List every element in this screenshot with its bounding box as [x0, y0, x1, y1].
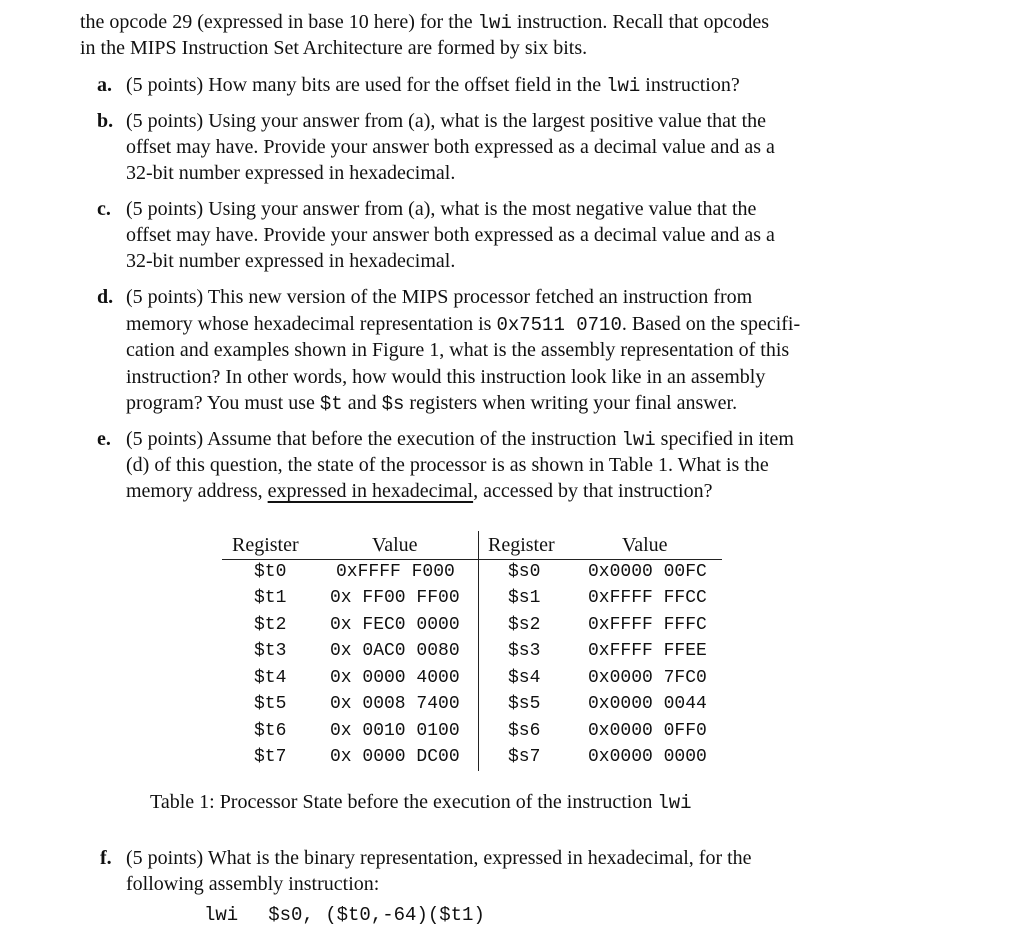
table-header-register-1: Register [232, 534, 299, 556]
table-cell: 0x0000 0FF0 [588, 721, 707, 741]
question-b-label: b. [97, 110, 114, 132]
table-cell: 0x FEC0 0000 [330, 615, 460, 635]
table-cell: $s1 [508, 588, 541, 608]
table-cell: 0x FF00 FF00 [330, 588, 460, 608]
table-cell: $t1 [254, 588, 287, 608]
intro-line-1: the opcode 29 (expressed in base 10 here) for the lwi instruction. Recall that opcodes [80, 11, 770, 34]
table-cell: 0x0000 00FC [588, 562, 707, 582]
table-cell: $t0 [254, 562, 287, 582]
question-d-line-2: memory whose hexadecimal representation is 0x7511 0710. Based on the specifi- [126, 313, 801, 336]
table-cell: $s2 [508, 615, 541, 635]
table-cell: $s7 [508, 747, 541, 767]
question-d-line-5: program? You must use $t and $s registers when writing your final answer. [126, 392, 738, 415]
question-d-line-3: cation and examples shown in Figure 1, what is the assembly representation of this [126, 339, 790, 361]
table-cell: $s4 [508, 668, 541, 688]
table-cell: 0xFFFF FFCC [588, 588, 707, 608]
table-cell: $t5 [254, 694, 287, 714]
table-header-value-1: Value [372, 534, 418, 556]
question-c-label: c. [97, 198, 111, 220]
question-b-line-2: offset may have. Provide your answer both expressed as a decimal value and as a [126, 136, 775, 158]
code-operands: $s0, ($t0,-64)($t1) [268, 904, 485, 926]
question-f-line-2: following assembly instruction: [126, 873, 380, 895]
table-caption: Table 1: Processor State before the execution of the instruction lwi [150, 791, 692, 814]
table-cell: 0x 0AC0 0080 [330, 641, 460, 661]
code-mnemonic: lwi [204, 904, 239, 926]
table-cell: $t4 [254, 668, 287, 688]
question-b-line-1: (5 points) Using your answer from (a), what is the largest positive value that the [126, 110, 767, 132]
table-cell: $t7 [254, 747, 287, 767]
question-e-line-3: memory address, expressed in hexadecimal, accessed by that instruction? [126, 480, 713, 502]
table-cell: 0x 0008 7400 [330, 694, 460, 714]
question-e-label: e. [97, 428, 111, 450]
table-cell: 0x 0000 4000 [330, 668, 460, 688]
table-cell: 0xFFFF FFFC [588, 615, 707, 635]
table-cell: $s3 [508, 641, 541, 661]
table-header-value-2: Value [622, 534, 668, 556]
question-f-line-1: (5 points) What is the binary representation, expressed in hexadecimal, for the [126, 847, 752, 869]
table-cell: 0x 0000 DC00 [330, 747, 460, 767]
table-cell: $t3 [254, 641, 287, 661]
question-d-label: d. [97, 286, 114, 308]
table-cell: $s6 [508, 721, 541, 741]
table-cell: $s0 [508, 562, 541, 582]
table-cell: 0xFFFF F000 [336, 562, 455, 582]
question-a-label: a. [97, 74, 112, 96]
question-e-line-2: (d) of this question, the state of the processor is as shown in Table 1. What is the [126, 454, 769, 476]
underlined-phrase: expressed in hexadecimal [267, 480, 474, 502]
question-b-line-3: 32-bit number expressed in hexadecimal. [126, 162, 456, 184]
intro-line-2: in the MIPS Instruction Set Architecture are formed by six bits. [80, 37, 588, 59]
table-cell: 0x0000 0044 [588, 694, 707, 714]
table-column-divider [478, 531, 479, 771]
question-d-line-4: instruction? In other words, how would this instruction look like in an assembly [126, 366, 766, 388]
assembly-code-line [204, 902, 485, 928]
table-cell: 0xFFFF FFEE [588, 641, 707, 661]
question-c-line-3: 32-bit number expressed in hexadecimal. [126, 250, 456, 272]
question-c-line-2: offset may have. Provide your answer both expressed as a decimal value and as a [126, 224, 775, 246]
question-f-label: f. [100, 847, 112, 869]
question-d-line-1: (5 points) This new version of the MIPS processor fetched an instruction from [126, 286, 753, 308]
table-cell: 0x0000 7FC0 [588, 668, 707, 688]
processor-state-table [222, 531, 722, 771]
table-header-register-2: Register [488, 534, 555, 556]
table-cell: 0x0000 0000 [588, 747, 707, 767]
table-cell: $t2 [254, 615, 287, 635]
table-cell: $s5 [508, 694, 541, 714]
table-cell: 0x 0010 0100 [330, 721, 460, 741]
question-a-text: (5 points) How many bits are used for the offset field in the lwi instruction? [126, 74, 740, 97]
question-e-line-1: (5 points) Assume that before the execution of the instruction lwi specified in item [126, 428, 794, 451]
question-c-line-1: (5 points) Using your answer from (a), what is the most negative value that the [126, 198, 757, 220]
table-cell: $t6 [254, 721, 287, 741]
